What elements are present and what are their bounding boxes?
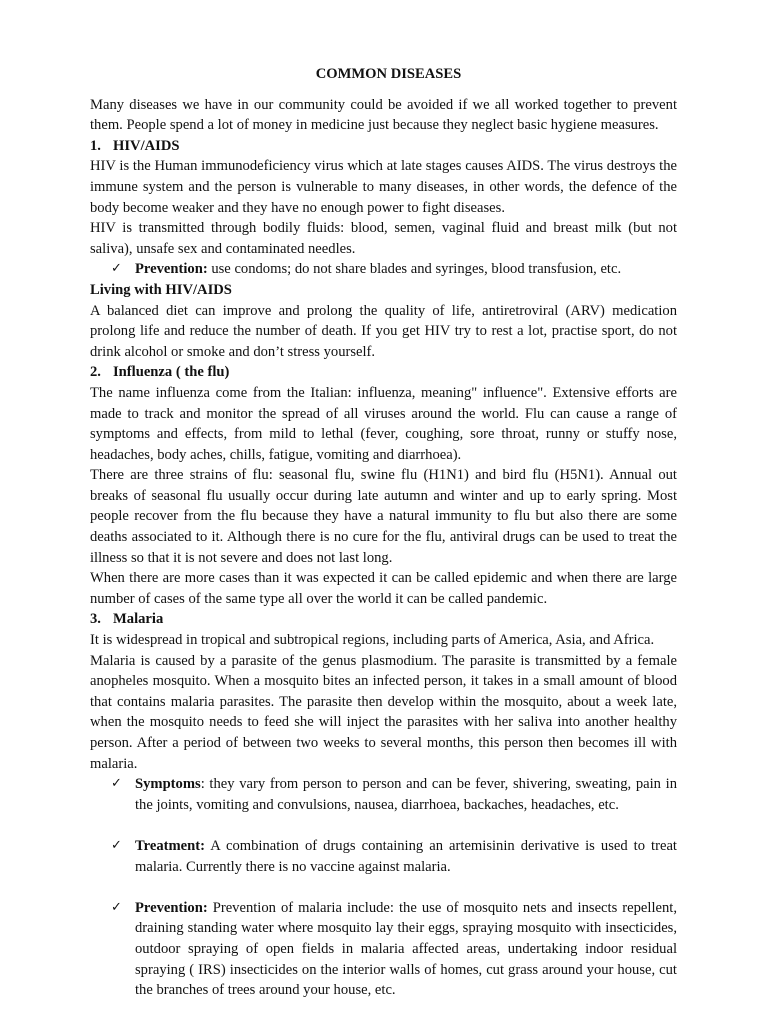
hiv-paragraph-1: HIV is the Human immunodeficiency virus which at late stages causes AIDS. The virus destroys the immune system and the person is vulnerable to many diseases, in other words, the defence of the body become weaker and they have no enough power to fight diseases. [90, 158, 677, 216]
flu-paragraph-1: The name influenza come from the Italian: influenza, meaning" influence". Extensive efforts are made to track and monitor the spread of all viruses around the world. Flu can cause a range of symptoms and effects, from mild to lethal (fever, coughing, sore throat, runny or stuffy nose, headaches, body aches, chills, fatigue, vomiting and diarrhoea). [90, 384, 677, 463]
check-mark-icon: ✓ [111, 261, 122, 277]
bullet-text: : they vary from person to person and can be fever, shivering, sweating, pain in the joints, vomiting and convulsions, nausea, diarrhoea, backaches, headaches, etc. [135, 776, 677, 813]
bullet-text: Prevention of malaria include: the use of mosquito nets and insects repellent, draining standing water where mosquito lay their eggs, spraying mosquito with insecticides, outdoor spraying of open fields in malaria affected areas, undertaking indoor residual spraying ( IRS) insecticides on the interior walls of homes, cut grass around your house, cut the branches of trees around your house, etc. [135, 899, 677, 999]
bullet-text: use condoms; do not share blades and syringes, blood transfusion, etc. [207, 261, 622, 278]
section-title: Malaria [113, 611, 164, 628]
section-title: HIV/AIDS [113, 137, 180, 154]
malaria-paragraph-1: It is widespread in tropical and subtropical regions, including parts of America, Asia, and Africa. [90, 632, 655, 649]
hiv-prevention-item [111, 259, 677, 280]
hiv-bullet-list [90, 259, 677, 280]
malaria-bullet-list [90, 774, 677, 1001]
bullet-label: Symptoms [135, 776, 201, 793]
section-number: 2. [90, 364, 101, 381]
living-paragraph: A balanced diet can improve and prolong the quality of life, antiretroviral (ARV) medication prolong life and reduce the number of death. If you get HIV try to rest a lot, practise sport, do not drink alcohol or smoke and don’t stress yourself. [90, 302, 677, 360]
flu-paragraph-2: There are three strains of flu: seasonal flu, swine flu (H1N1) and bird flu (H5N1). Annual out breaks of seasonal flu usually occur during late autumn and winter and up to early spring. Most people recover from the flu because they have a natural immunity to flu but also there are some deaths associated to it. Although there is no cure for the flu, antiviral drugs can be used to treat the illness so that it is not severe and does not last long. [90, 467, 677, 566]
section-number: 1. [90, 137, 101, 154]
section-heading-flu [90, 362, 677, 383]
bullet-label: Prevention: [135, 899, 208, 916]
document-title: COMMON DISEASES [315, 66, 462, 82]
section-heading-hiv [90, 136, 677, 157]
document-page [90, 64, 677, 1001]
malaria-paragraph-2: Malaria is caused by a parasite of the genus plasmodium. The parasite is transmitted by a female anopheles mosquito. When a mosquito bites an infected person, it takes in a small amount of blood that contains malaria parasites. The parasite then develop within the mosquito, about a week late, when the mosquito needs to feed she will inject the parasites with her saliva into another healthy person. After a period of between two weeks to several months, this person then becomes ill with malaria. [90, 652, 677, 772]
intro-paragraph: Many diseases we have in our community could be avoided if we all worked together to prevent them. People spend a lot of money in medicine just because they neglect basic hygiene measures. [90, 96, 677, 134]
section-heading-malaria [90, 609, 677, 630]
check-mark-icon: ✓ [111, 899, 122, 915]
bullet-label: Treatment: [135, 837, 205, 854]
flu-paragraph-3: When there are more cases than it was expected it can be called epidemic and when there are large number of cases of the same type all over the world it can be called pandemic. [90, 570, 677, 607]
check-mark-icon: ✓ [111, 776, 122, 792]
section-title: Influenza ( the flu) [113, 364, 230, 381]
bullet-text: A combination of drugs containing an artemisinin derivative is used to treat malaria. Currently there is no vaccine against malaria. [135, 837, 677, 875]
bullet-label: Prevention: [135, 261, 208, 278]
malaria-prevention-item [111, 898, 677, 1001]
subheading-living-with-hiv: Living with HIV/AIDS [90, 281, 232, 298]
malaria-treatment-item [111, 836, 677, 877]
malaria-symptoms-item [111, 774, 677, 815]
section-number: 3. [90, 611, 101, 628]
hiv-paragraph-2: HIV is transmitted through bodily fluids: blood, semen, vaginal fluid and breast milk (but not saliva), unsafe sex and contaminated needles. [90, 220, 677, 257]
check-mark-icon: ✓ [111, 837, 122, 853]
